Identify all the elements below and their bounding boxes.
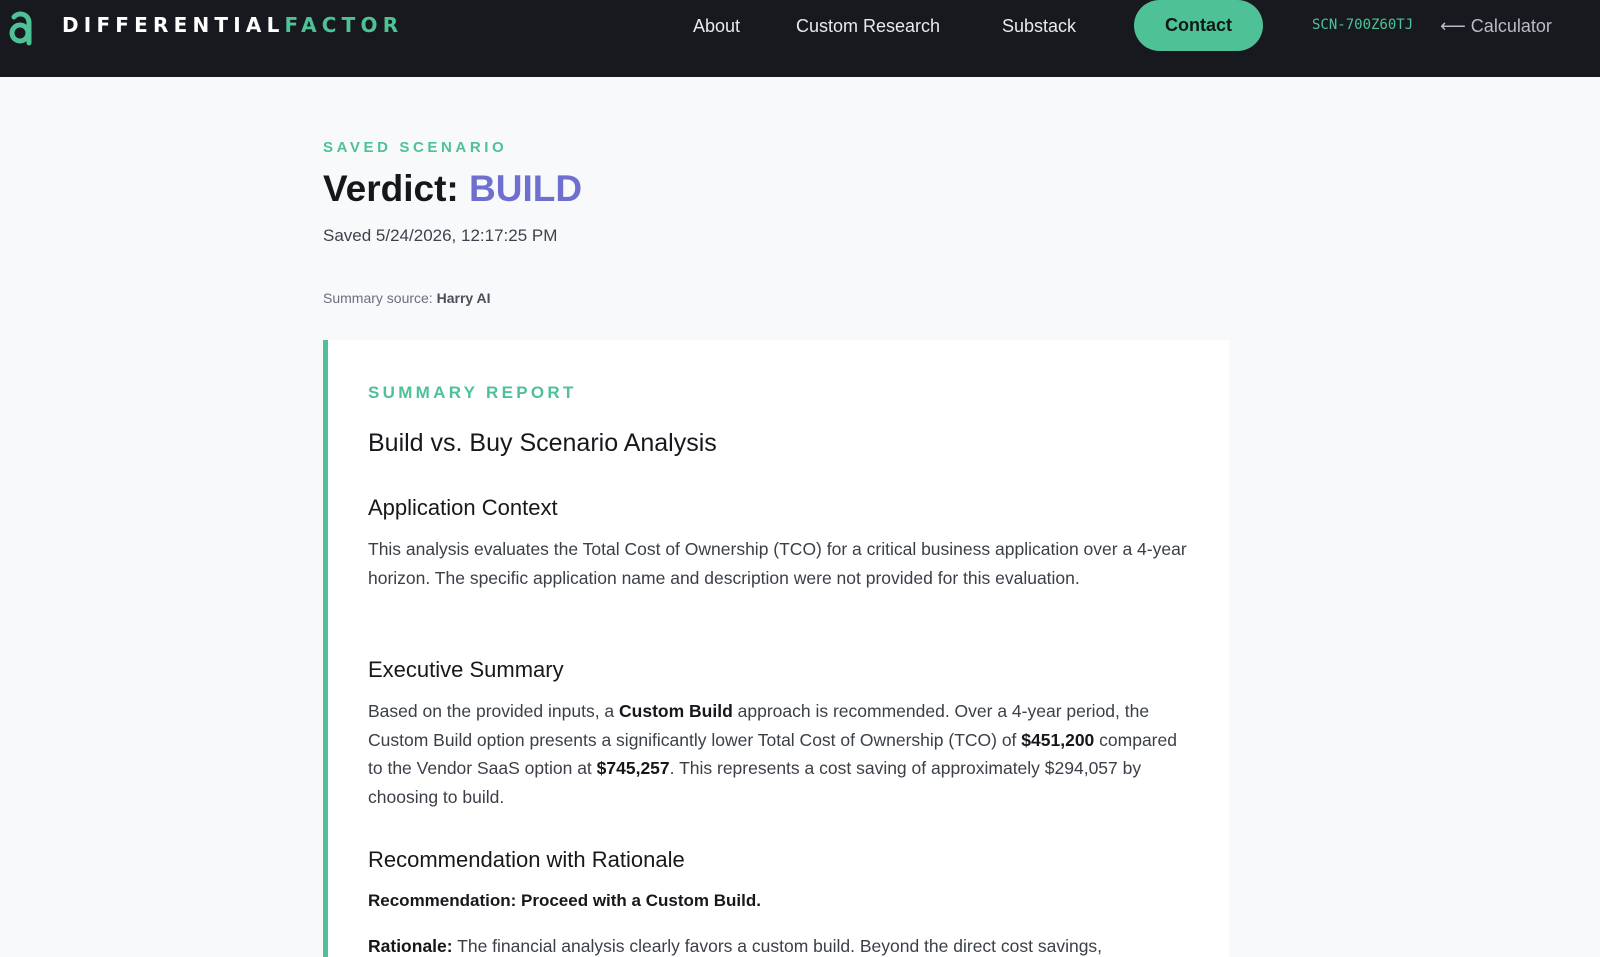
section-heading-recommendation: Recommendation with Rationale — [368, 847, 685, 872]
differential-factor-logo-icon[interactable] — [6, 8, 36, 46]
contact-button[interactable]: Contact — [1134, 0, 1263, 51]
nav-link-about[interactable]: About — [693, 16, 741, 36]
brand-wordmark[interactable] — [62, 13, 403, 37]
section-heading-executive-summary: Executive Summary — [368, 657, 564, 682]
exec-highlight-custom-build: Custom Build — [619, 701, 733, 721]
report-title: Build vs. Buy Scenario Analysis — [368, 429, 717, 457]
rationale-label: Rationale: — [368, 936, 453, 956]
recommendation-text: Recommendation: Proceed with a Custom Build. — [368, 891, 761, 910]
back-to-calculator-link[interactable]: ⟵ Calculator — [1440, 16, 1552, 36]
exec-text-4: . This represents a cost saving of approximately $294,057 by choosing to build. — [368, 758, 1142, 807]
summary-source-label: Summary source: — [323, 290, 433, 306]
summary-source — [323, 290, 491, 306]
verdict-heading — [323, 168, 582, 210]
verdict-value: BUILD — [469, 168, 583, 209]
brand-name-part2: FACTOR — [284, 13, 404, 37]
verdict-label: Verdict: — [323, 168, 459, 209]
page-eyebrow: SAVED SCENARIO — [323, 139, 508, 156]
nav-link-custom-research[interactable]: Custom Research — [796, 16, 941, 36]
exec-highlight-build-tco: $451,200 — [1021, 729, 1095, 750]
summary-source-value: Harry AI — [436, 290, 491, 306]
executive-summary-text — [368, 697, 1193, 811]
exec-text-2: approach is recommended. Over a 4-year period, the Custom Build option presents a significantly lower Total Cost of Ownership (TCO) of — [368, 701, 1150, 750]
saved-timestamp: Saved 5/24/2026, 12:17:25 PM — [323, 226, 558, 245]
section-heading-application-context: Application Context — [368, 495, 558, 520]
rationale-body: The financial analysis clearly favors a custom build. Beyond the direct cost savings, — [452, 936, 1103, 956]
nav-link-substack[interactable]: Substack — [1002, 16, 1077, 36]
rationale-text — [368, 932, 1193, 957]
exec-highlight-saas-tco: $745,257 — [596, 758, 670, 779]
brand-name-part1: DIFFERENTIAL — [62, 13, 285, 37]
top-nav — [0, 0, 1600, 77]
scenario-id: SCN-700Z60TJ — [1312, 17, 1414, 33]
exec-text-1: Based on the provided inputs, a — [368, 701, 620, 721]
report-eyebrow: SUMMARY REPORT — [368, 383, 577, 402]
exec-text-3: compared to the Vendor SaaS option at — [368, 729, 1177, 779]
summary-report-card — [323, 340, 1229, 957]
application-context-text: This analysis evaluates the Total Cost of Ownership (TCO) for a critical business application over a 4-year horizon. The specific application name and description were not provided for this evaluation. — [368, 539, 1187, 588]
